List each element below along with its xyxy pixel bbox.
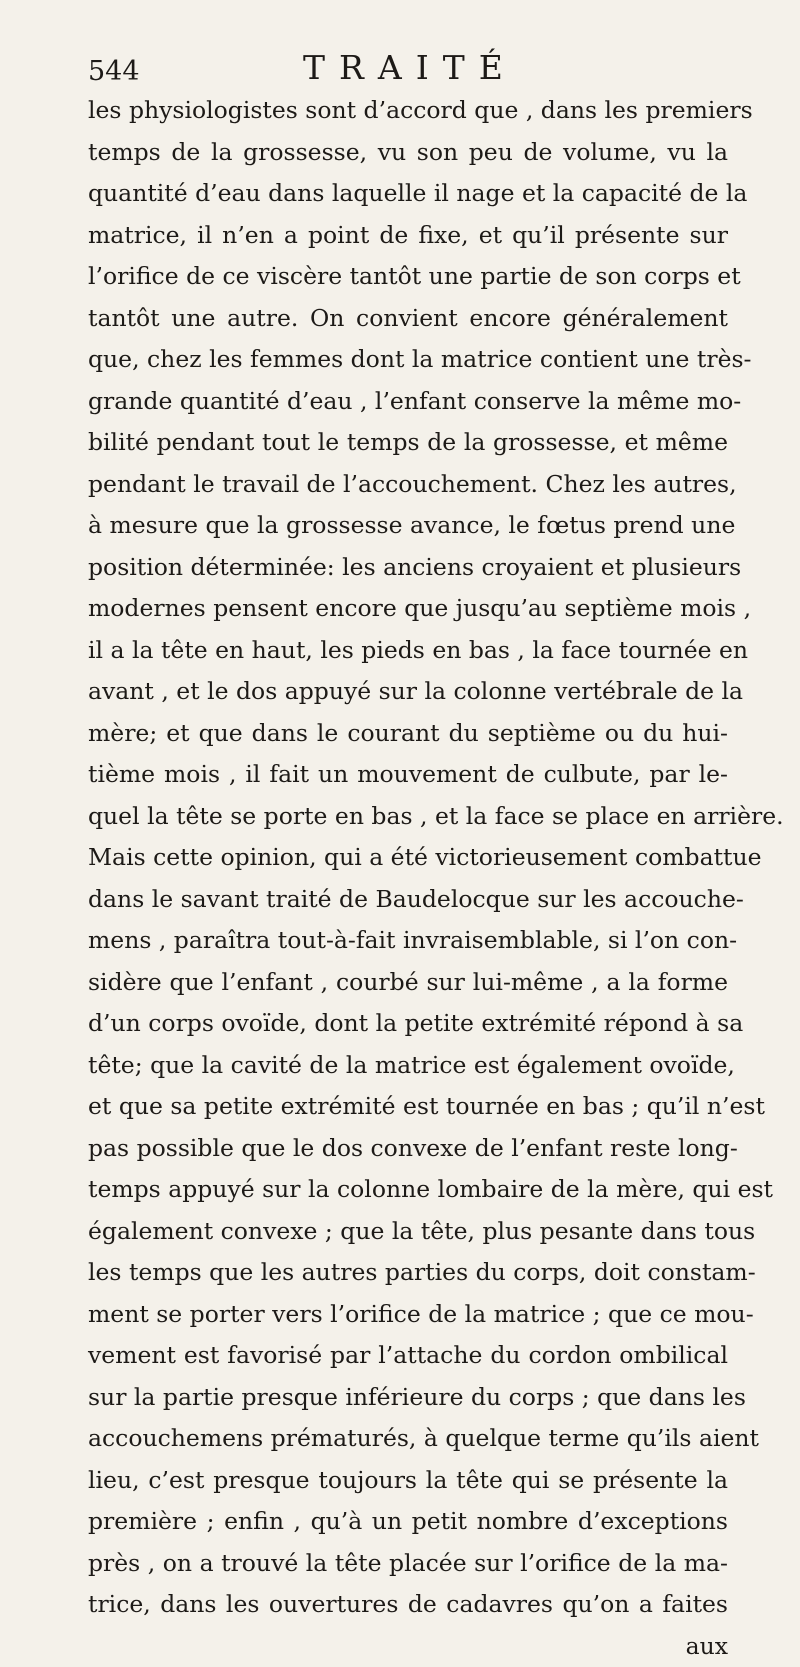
text-line: Mais cette opinion, qui a été victorieusement combattue — [88, 837, 728, 879]
text-line: pendant le travail de l’accouchement. Chez les autres, — [88, 464, 728, 506]
text-line: à mesure que la grossesse avance, le fœtus prend une — [88, 505, 728, 547]
text-line: vement est favorisé par l’attache du cordon ombilical — [88, 1335, 728, 1377]
text-line: matrice, il n’en a point de fixe, et qu’il présente sur — [88, 215, 728, 257]
text-line: près , on a trouvé la tête placée sur l’orifice de la ma- — [88, 1543, 728, 1585]
text-line: position déterminée: les anciens croyaient et plusieurs — [88, 547, 728, 589]
text-line: tête; que la cavité de la matrice est également ovoïde, — [88, 1045, 728, 1087]
running-title: TRAITÉ — [303, 48, 517, 87]
text-line: ment se porter vers l’orifice de la matrice ; que ce mou- — [88, 1294, 728, 1336]
page-number: 544 — [88, 56, 140, 87]
text-line: les physiologistes sont d’accord que , dans les premiers — [88, 90, 728, 132]
text-line: temps appuyé sur la colonne lombaire de la mère, qui est — [88, 1169, 728, 1211]
page-header — [88, 48, 688, 92]
text-line: quantité d’eau dans laquelle il nage et la capacité de la — [88, 173, 728, 215]
text-line: mère; et que dans le courant du septième ou du hui- — [88, 713, 728, 755]
text-line: que, chez les femmes dont la matrice contient une très- — [88, 339, 728, 381]
text-line: tantôt une autre. On convient encore généralement — [88, 298, 728, 340]
text-line: bilité pendant tout le temps de la grossesse, et même — [88, 422, 728, 464]
text-line: et que sa petite extrémité est tournée en bas ; qu’il n’est — [88, 1086, 728, 1128]
text-line: lieu, c’est presque toujours la tête qui se présente la — [88, 1460, 728, 1502]
text-line: quel la tête se porte en bas , et la face se place en arrière. — [88, 796, 728, 838]
text-line: il a la tête en haut, les pieds en bas , la face tournée en — [88, 630, 728, 672]
text-line: tième mois , il fait un mouvement de culbute, par le- — [88, 754, 728, 796]
text-line: dans le savant traité de Baudelocque sur les accouche- — [88, 879, 728, 921]
text-line: trice, dans les ouvertures de cadavres qu’on a faites — [88, 1584, 728, 1626]
text-line: grande quantité d’eau , l’enfant conserve la même mo- — [88, 381, 728, 423]
catchword: aux — [88, 1626, 728, 1667]
text-line: temps de la grossesse, vu son peu de volume, vu la — [88, 132, 728, 174]
body-text — [88, 90, 728, 1667]
text-line: les temps que les autres parties du corps, doit constam- — [88, 1252, 728, 1294]
text-line: également convexe ; que la tête, plus pesante dans tous — [88, 1211, 728, 1253]
text-line: mens , paraîtra tout-à-fait invraisemblable, si l’on con- — [88, 920, 728, 962]
text-line: modernes pensent encore que jusqu’au septième mois , — [88, 588, 728, 630]
text-line: l’orifice de ce viscère tantôt une partie de son corps et — [88, 256, 728, 298]
text-line: avant , et le dos appuyé sur la colonne vertébrale de la — [88, 671, 728, 713]
text-line: accouchemens prématurés, à quelque terme qu’ils aient — [88, 1418, 728, 1460]
text-line: d’un corps ovoïde, dont la petite extrémité répond à sa — [88, 1003, 728, 1045]
text-line: sidère que l’enfant , courbé sur lui-même , a la forme — [88, 962, 728, 1004]
text-line: sur la partie presque inférieure du corps ; que dans les — [88, 1377, 728, 1419]
text-line: pas possible que le dos convexe de l’enfant reste long- — [88, 1128, 728, 1170]
text-line: première ; enfin , qu’à un petit nombre d’exceptions — [88, 1501, 728, 1543]
